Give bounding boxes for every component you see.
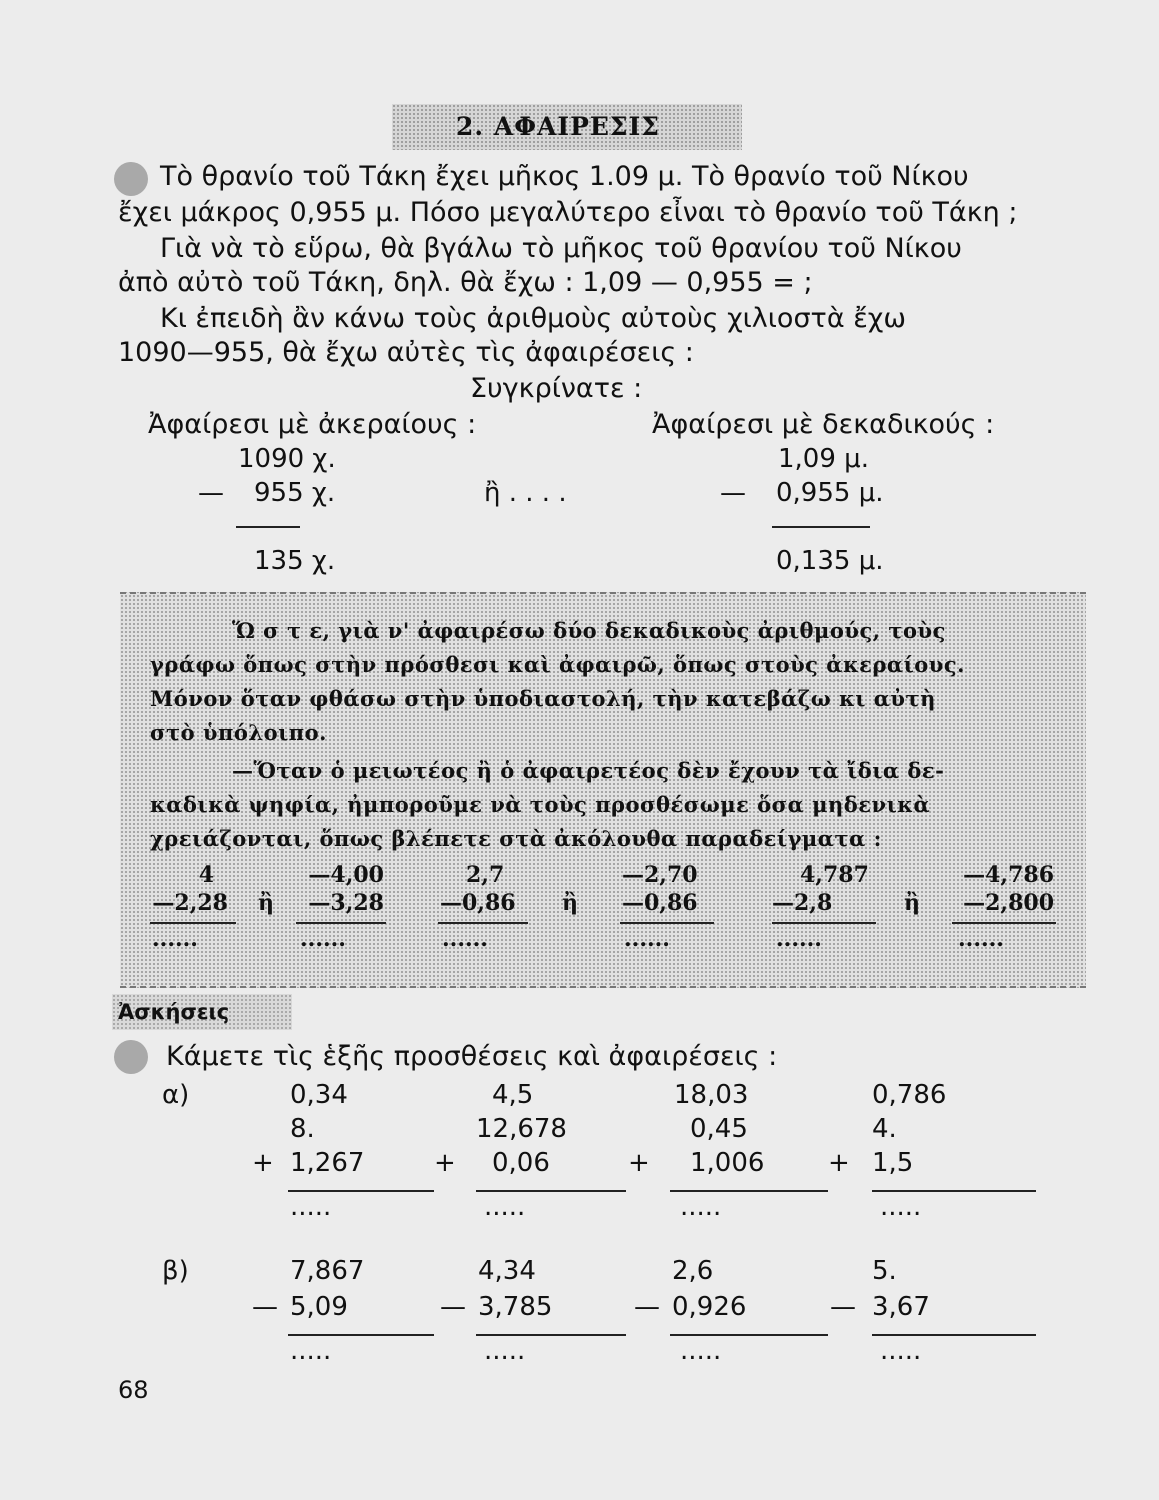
a3-row-2: 0,45 bbox=[690, 1114, 748, 1144]
a1-operator: + bbox=[252, 1148, 274, 1178]
intro-line-6: 1090—955, θὰ ἔχω αὐτὲς τὶς ἀφαιρέσεις : bbox=[118, 337, 694, 368]
part-b-label: β) bbox=[162, 1256, 189, 1286]
box-ex-1-top: 4 bbox=[198, 862, 214, 888]
box-ex-4-bottom: —0,86 bbox=[622, 890, 698, 916]
intro-line-2: ἔχει μάκρος 0,955 μ. Πόσο μεγαλύτερο εἶναι τὸ θρανίο τοῦ Τάκη ; bbox=[118, 197, 1018, 228]
a3-operator: + bbox=[628, 1148, 650, 1178]
a2-blank: ..... bbox=[484, 1192, 526, 1222]
or-label: ἢ . . . . bbox=[484, 478, 567, 508]
b2-row-2: 3,785 bbox=[478, 1292, 553, 1322]
b1-row-2: 5,09 bbox=[290, 1292, 348, 1322]
compare-label: Συγκρίνατε : bbox=[470, 373, 643, 404]
box-ex-5-rule bbox=[772, 922, 876, 924]
bullet-dot bbox=[114, 162, 148, 196]
box-ex-2-rule bbox=[296, 922, 386, 924]
box-ex-2-blank: ...... bbox=[300, 926, 346, 952]
box-ex-3-rule bbox=[438, 922, 528, 924]
a4-row-1: 0,786 bbox=[872, 1080, 947, 1110]
decimal-result: 0,135 μ. bbox=[776, 546, 884, 576]
box-ex-3-top: 2,7 bbox=[466, 862, 505, 888]
a3-blank: ..... bbox=[680, 1192, 722, 1222]
box-or-1: ἢ bbox=[258, 890, 274, 916]
b1-row-1: 7,867 bbox=[290, 1256, 365, 1286]
rule-line-2: γράφω ὅπως στὴν πρόσθεσι καὶ ἀφαιρῶ, ὅπως στοὺς ἀκεραίους. bbox=[150, 652, 965, 677]
integer-minuend: 1090 χ. bbox=[238, 444, 336, 474]
a3-row-3: 1,006 bbox=[690, 1148, 765, 1178]
integer-rule bbox=[236, 526, 300, 528]
box-ex-6-blank: ...... bbox=[958, 926, 1004, 952]
box-ex-6-bottom: —2,800 bbox=[963, 890, 1054, 916]
b3-row-1: 2,6 bbox=[672, 1256, 714, 1286]
b3-operator: — bbox=[634, 1292, 660, 1322]
a2-row-2: 12,678 bbox=[476, 1114, 567, 1144]
b1-operator: — bbox=[252, 1292, 278, 1322]
decimal-rule bbox=[772, 526, 870, 528]
decimal-operator: — bbox=[720, 478, 746, 508]
a4-row-2: 4. bbox=[872, 1114, 897, 1144]
page-number: 68 bbox=[118, 1376, 149, 1404]
a1-row-3: 1,267 bbox=[290, 1148, 365, 1178]
rule-line-5: —Ὅταν ὁ μειωτέος ἢ ὁ ἀφαιρετέος δὲν ἔχουν τὰ ἴδια δε- bbox=[232, 758, 945, 783]
box-ex-4-top: —2,70 bbox=[622, 862, 698, 888]
b3-row-2: 0,926 bbox=[672, 1292, 747, 1322]
box-ex-3-bottom: —0,86 bbox=[440, 890, 516, 916]
box-or-2: ἢ bbox=[562, 890, 578, 916]
box-ex-1-bottom: —2,28 bbox=[152, 890, 228, 916]
box-ex-6-rule bbox=[952, 922, 1056, 924]
b2-blank: ..... bbox=[484, 1336, 526, 1366]
box-ex-2-top: —4,00 bbox=[308, 862, 384, 888]
box-ex-6-top: —4,786 bbox=[963, 862, 1054, 888]
rule-line-6: καδικὰ ψηφία, ἠμποροῦμε νὰ τοὺς προσθέσωμε ὅσα μηδενικὰ bbox=[150, 792, 931, 817]
b4-row-2: 3,67 bbox=[872, 1292, 930, 1322]
b1-blank: ..... bbox=[290, 1336, 332, 1366]
a1-blank: ..... bbox=[290, 1192, 332, 1222]
bullet-dot-exercises bbox=[114, 1040, 148, 1074]
b4-row-1: 5. bbox=[872, 1256, 897, 1286]
box-ex-5-blank: ...... bbox=[776, 926, 822, 952]
a2-row-1: 4,5 bbox=[492, 1080, 534, 1110]
b2-operator: — bbox=[440, 1292, 466, 1322]
exercise-instruction: Κάμετε τὶς ἑξῆς προσθέσεις καὶ ἀφαιρέσεις : bbox=[166, 1041, 778, 1072]
part-a-label: α) bbox=[162, 1080, 190, 1110]
a4-row-3: 1,5 bbox=[872, 1148, 914, 1178]
box-ex-1-rule bbox=[150, 922, 236, 924]
integer-result: 135 χ. bbox=[254, 546, 336, 576]
box-ex-5-top: 4,787 bbox=[800, 862, 869, 888]
integer-heading: Ἀφαίρεσι μὲ ἀκεραίους : bbox=[148, 409, 477, 440]
box-ex-4-rule bbox=[620, 922, 714, 924]
rule-line-7: χρειάζονται, ὅπως βλέπετε στὰ ἀκόλουθα παραδείγματα : bbox=[150, 826, 882, 851]
box-ex-5-bottom: —2,8 bbox=[772, 890, 833, 916]
a4-blank: ..... bbox=[880, 1192, 922, 1222]
box-ex-1-blank: ...... bbox=[152, 926, 198, 952]
box-ex-2-bottom: —3,28 bbox=[308, 890, 384, 916]
b4-blank: ..... bbox=[880, 1336, 922, 1366]
intro-line-5: Κι ἐπειδὴ ἂν κάνω τοὺς ἀριθμοὺς αὐτοὺς χιλιοστὰ ἔχω bbox=[160, 303, 906, 334]
rule-line-4: στὸ ὑπόλοιπο. bbox=[150, 720, 327, 745]
rule-line-1: Ὥ σ τ ε, γιὰ ν' ἀφαιρέσω δύο δεκαδικοὺς ἀριθμούς, τοὺς bbox=[232, 618, 946, 643]
box-or-3: ἢ bbox=[904, 890, 920, 916]
rule-line-3: Μόνον ὅταν φθάσω στὴν ὑποδιαστολή, τὴν κατεβάζω κι αὐτὴ bbox=[150, 686, 936, 711]
box-ex-4-blank: ...... bbox=[624, 926, 670, 952]
box-ex-3-blank: ...... bbox=[442, 926, 488, 952]
a2-operator: + bbox=[434, 1148, 456, 1178]
integer-operator: — bbox=[198, 478, 224, 508]
a3-row-1: 18,03 bbox=[674, 1080, 749, 1110]
decimal-heading: Ἀφαίρεσι μὲ δεκαδικούς : bbox=[652, 409, 995, 440]
a1-row-1: 0,34 bbox=[290, 1080, 348, 1110]
a2-row-3: 0,06 bbox=[492, 1148, 550, 1178]
intro-line-3: Γιὰ νὰ τὸ εὕρω, θὰ βγάλω τὸ μῆκος τοῦ θρανίου τοῦ Νίκου bbox=[160, 233, 962, 264]
decimal-subtrahend: 0,955 μ. bbox=[776, 478, 884, 508]
exercises-heading: Ἀσκήσεις bbox=[118, 1000, 230, 1024]
b2-row-1: 4,34 bbox=[478, 1256, 536, 1286]
integer-subtrahend: 955 χ. bbox=[254, 478, 336, 508]
b3-blank: ..... bbox=[680, 1336, 722, 1366]
b4-operator: — bbox=[830, 1292, 856, 1322]
intro-line-1: Τὸ θρανίο τοῦ Τάκη ἔχει μῆκος 1.09 μ. Τὸ θρανίο τοῦ Νίκου bbox=[160, 161, 969, 192]
a4-operator: + bbox=[828, 1148, 850, 1178]
intro-line-4: ἀπὸ αὐτὸ τοῦ Τάκη, δηλ. θὰ ἔχω : 1,09 — 0,955 = ; bbox=[118, 267, 813, 298]
a1-row-2: 8. bbox=[290, 1114, 315, 1144]
decimal-minuend: 1,09 μ. bbox=[778, 444, 869, 474]
section-title: 2. ΑΦΑΙΡΕΣΙΣ bbox=[456, 112, 660, 141]
